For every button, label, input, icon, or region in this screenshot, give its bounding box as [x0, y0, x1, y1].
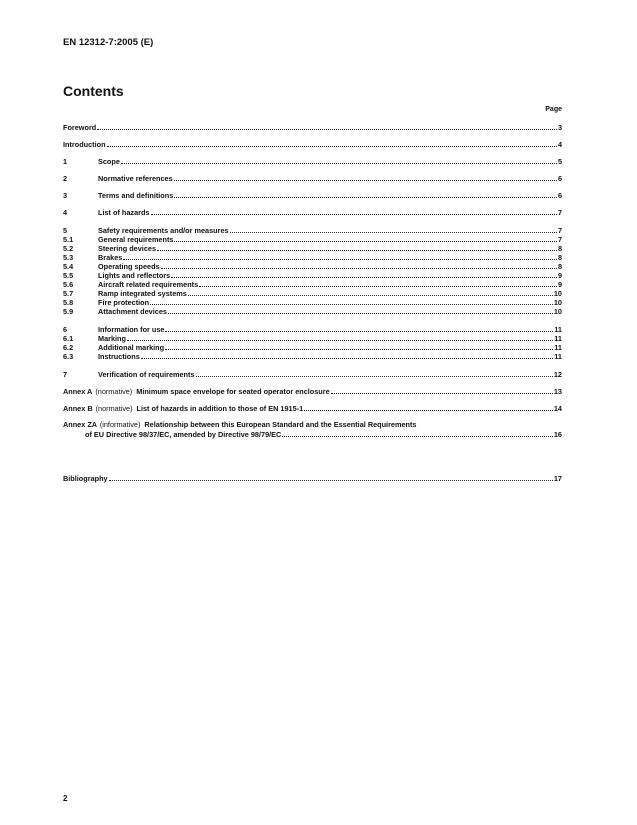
toc-leader	[109, 480, 553, 481]
toc-entry-page: 14	[553, 404, 562, 413]
toc-entry-page: 4	[557, 140, 562, 149]
toc-entry-number: 6.2	[63, 343, 74, 352]
toc-entry-page: 8	[557, 244, 562, 253]
toc-leader	[150, 304, 553, 305]
toc-entry-text: List of hazards in addition to those of EN 1915-1	[136, 404, 304, 413]
toc-entry-marking[interactable]	[63, 334, 562, 343]
toc-entry-text: Lights and reflectors	[98, 271, 171, 280]
toc-leader	[188, 295, 553, 296]
toc-entry-foreword[interactable]	[63, 123, 562, 132]
toc-entry-text: Ramp integrated systems	[98, 289, 187, 298]
toc-entry-aircraft[interactable]	[63, 280, 562, 289]
toc-entry-page: 9	[557, 280, 562, 289]
toc-entry-normative-references[interactable]	[63, 174, 562, 183]
toc-entry-page: 3	[557, 123, 562, 132]
toc-entry-text: Additional marking	[98, 343, 165, 352]
toc-entry-text: Terms and definitions	[98, 191, 174, 200]
toc-entry-number: 6.1	[63, 334, 74, 343]
toc-leader	[127, 340, 553, 341]
toc-entry-page: 11	[554, 343, 562, 352]
toc-entry-page: 8	[557, 262, 562, 271]
toc-entry-ramp[interactable]	[63, 289, 562, 298]
toc-entry-number: 5.3	[63, 253, 74, 262]
toc-entry-number: 5.2	[63, 244, 74, 253]
page-number: 2	[63, 794, 68, 803]
toc-entry-safety[interactable]	[63, 226, 562, 235]
toc-entry-page: 8	[557, 253, 562, 262]
toc-entry-text: List of hazards	[98, 208, 150, 217]
toc-entry-text: Aircraft related requirements	[98, 280, 199, 289]
toc-entry-information[interactable]	[63, 325, 562, 334]
toc-entry-verification[interactable]	[63, 370, 562, 379]
toc-annex-type: (normative)	[95, 387, 133, 396]
toc-entry-number: 6.3	[63, 352, 74, 361]
toc-entry-page: 7	[557, 235, 562, 244]
toc-entry-text: Steering devices	[98, 244, 156, 253]
toc-entry-introduction[interactable]	[63, 140, 562, 149]
toc-annex-type: (normative)	[95, 404, 133, 413]
toc-entry-hazards[interactable]	[63, 208, 562, 217]
toc-entry-number: 5.4	[63, 262, 74, 271]
toc-entry-terms[interactable]	[63, 191, 562, 200]
toc-leader	[151, 214, 557, 215]
toc-entry-instructions[interactable]	[63, 352, 562, 361]
toc-leader	[97, 129, 557, 130]
toc-leader	[165, 331, 553, 332]
toc-entry-annex-a[interactable]	[63, 387, 562, 396]
toc-entry-number: 5.6	[63, 280, 74, 289]
toc-entry-number: 5.1	[63, 235, 74, 244]
toc-entry-number: 7	[63, 370, 68, 379]
toc-annex-label: Annex A	[63, 387, 93, 396]
page-title: Contents	[63, 83, 124, 99]
toc-leader	[123, 259, 557, 260]
toc-entry-text: Relationship between this European Standard and the Essential Requirements	[144, 420, 417, 429]
toc-entry-page: 13	[553, 387, 562, 396]
toc-entry-text: Brakes	[98, 253, 123, 262]
toc-entry-scope[interactable]	[63, 157, 562, 166]
toc-entry-page: 10	[553, 307, 562, 316]
toc-leader	[107, 146, 557, 147]
toc-leader	[199, 286, 557, 287]
toc-entry-text: Normative references	[98, 174, 173, 183]
toc-leader	[121, 163, 557, 164]
toc-entry-general-requirements[interactable]	[63, 235, 562, 244]
toc-entry-number: 5.9	[63, 307, 74, 316]
toc-entry-text: Scope	[98, 157, 120, 166]
toc-entry-lights[interactable]	[63, 271, 562, 280]
toc-entry-page: 11	[554, 352, 562, 361]
document-header: EN 12312-7:2005 (E)	[63, 37, 154, 48]
toc-leader	[174, 241, 557, 242]
toc-entry-number: 5	[63, 226, 68, 235]
toc-entry-steering[interactable]	[63, 244, 562, 253]
toc-entry-text: Introduction	[63, 140, 106, 149]
toc-entry-text-continued: of EU Directive 98/37/EC, amended by Directive 98/79/EC	[85, 430, 282, 439]
toc-leader	[282, 436, 553, 437]
toc-annex-label: Annex B	[63, 404, 93, 413]
toc-annex-type: (informative)	[99, 420, 141, 429]
toc-entry-text: Safety requirements and/or measures	[98, 226, 229, 235]
toc-leader	[174, 180, 557, 181]
page-column-label: Page	[545, 106, 562, 113]
toc-leader	[331, 393, 553, 394]
toc-entry-text: Marking	[98, 334, 126, 343]
toc-entry-page: 11	[554, 334, 562, 343]
toc-entry-fire[interactable]	[63, 298, 562, 307]
toc-entry-text: Foreword	[63, 123, 97, 132]
toc-entry-text: Operating speeds	[98, 262, 160, 271]
toc-entry-number: 4	[63, 208, 68, 217]
toc-entry-number: 5.8	[63, 298, 74, 307]
toc-entry-additional-marking[interactable]	[63, 343, 562, 352]
toc-entry-page: 11	[554, 325, 562, 334]
toc-entry-page: 9	[557, 271, 562, 280]
toc-entry-bibliography[interactable]	[63, 474, 562, 483]
toc-leader	[165, 349, 553, 350]
toc-leader	[174, 197, 557, 198]
toc-leader	[230, 232, 557, 233]
toc-entry-number: 1	[63, 157, 68, 166]
toc-entry-text: Minimum space envelope for seated operator enclosure	[136, 387, 330, 396]
toc-entry-text: Verification of requirements	[98, 370, 195, 379]
toc-leader	[168, 313, 553, 314]
toc-entry-annex-za-line1[interactable]	[63, 420, 416, 429]
toc-entry-number: 3	[63, 191, 68, 200]
toc-entry-text: Fire protection	[98, 298, 150, 307]
toc-entry-page: 17	[553, 474, 562, 483]
toc-entry-page: 6	[557, 191, 562, 200]
toc-entry-text: Bibliography	[63, 474, 108, 483]
toc-entry-number: 6	[63, 325, 68, 334]
toc-entry-page: 7	[557, 208, 562, 217]
toc-entry-page: 10	[553, 289, 562, 298]
toc-leader	[157, 250, 557, 251]
toc-entry-page: 16	[553, 430, 562, 439]
toc-leader	[141, 358, 554, 359]
toc-entry-text: Information for use	[98, 325, 165, 334]
toc-entry-annex-za[interactable]	[85, 430, 562, 439]
toc-entry-page: 7	[557, 226, 562, 235]
toc-leader	[196, 376, 553, 377]
toc-entry-text: General requirements	[98, 235, 174, 244]
toc-leader	[161, 268, 557, 269]
toc-leader	[171, 277, 557, 278]
toc-entry-brakes[interactable]	[63, 253, 562, 262]
toc-leader	[304, 410, 553, 411]
toc-entry-number: 2	[63, 174, 68, 183]
toc-entry-number: 5.5	[63, 271, 74, 280]
toc-entry-page: 6	[557, 174, 562, 183]
toc-entry-attachment[interactable]	[63, 307, 562, 316]
toc-entry-page: 12	[553, 370, 562, 379]
toc-entry-page: 5	[557, 157, 562, 166]
toc-annex-label: Annex ZA	[63, 420, 97, 429]
toc-entry-operating-speeds[interactable]	[63, 262, 562, 271]
toc-entry-number: 5.7	[63, 289, 74, 298]
toc-entry-text: Instructions	[98, 352, 140, 361]
toc-entry-text: Attachment devices	[98, 307, 167, 316]
toc-entry-annex-b[interactable]	[63, 404, 562, 413]
toc-entry-page: 10	[553, 298, 562, 307]
